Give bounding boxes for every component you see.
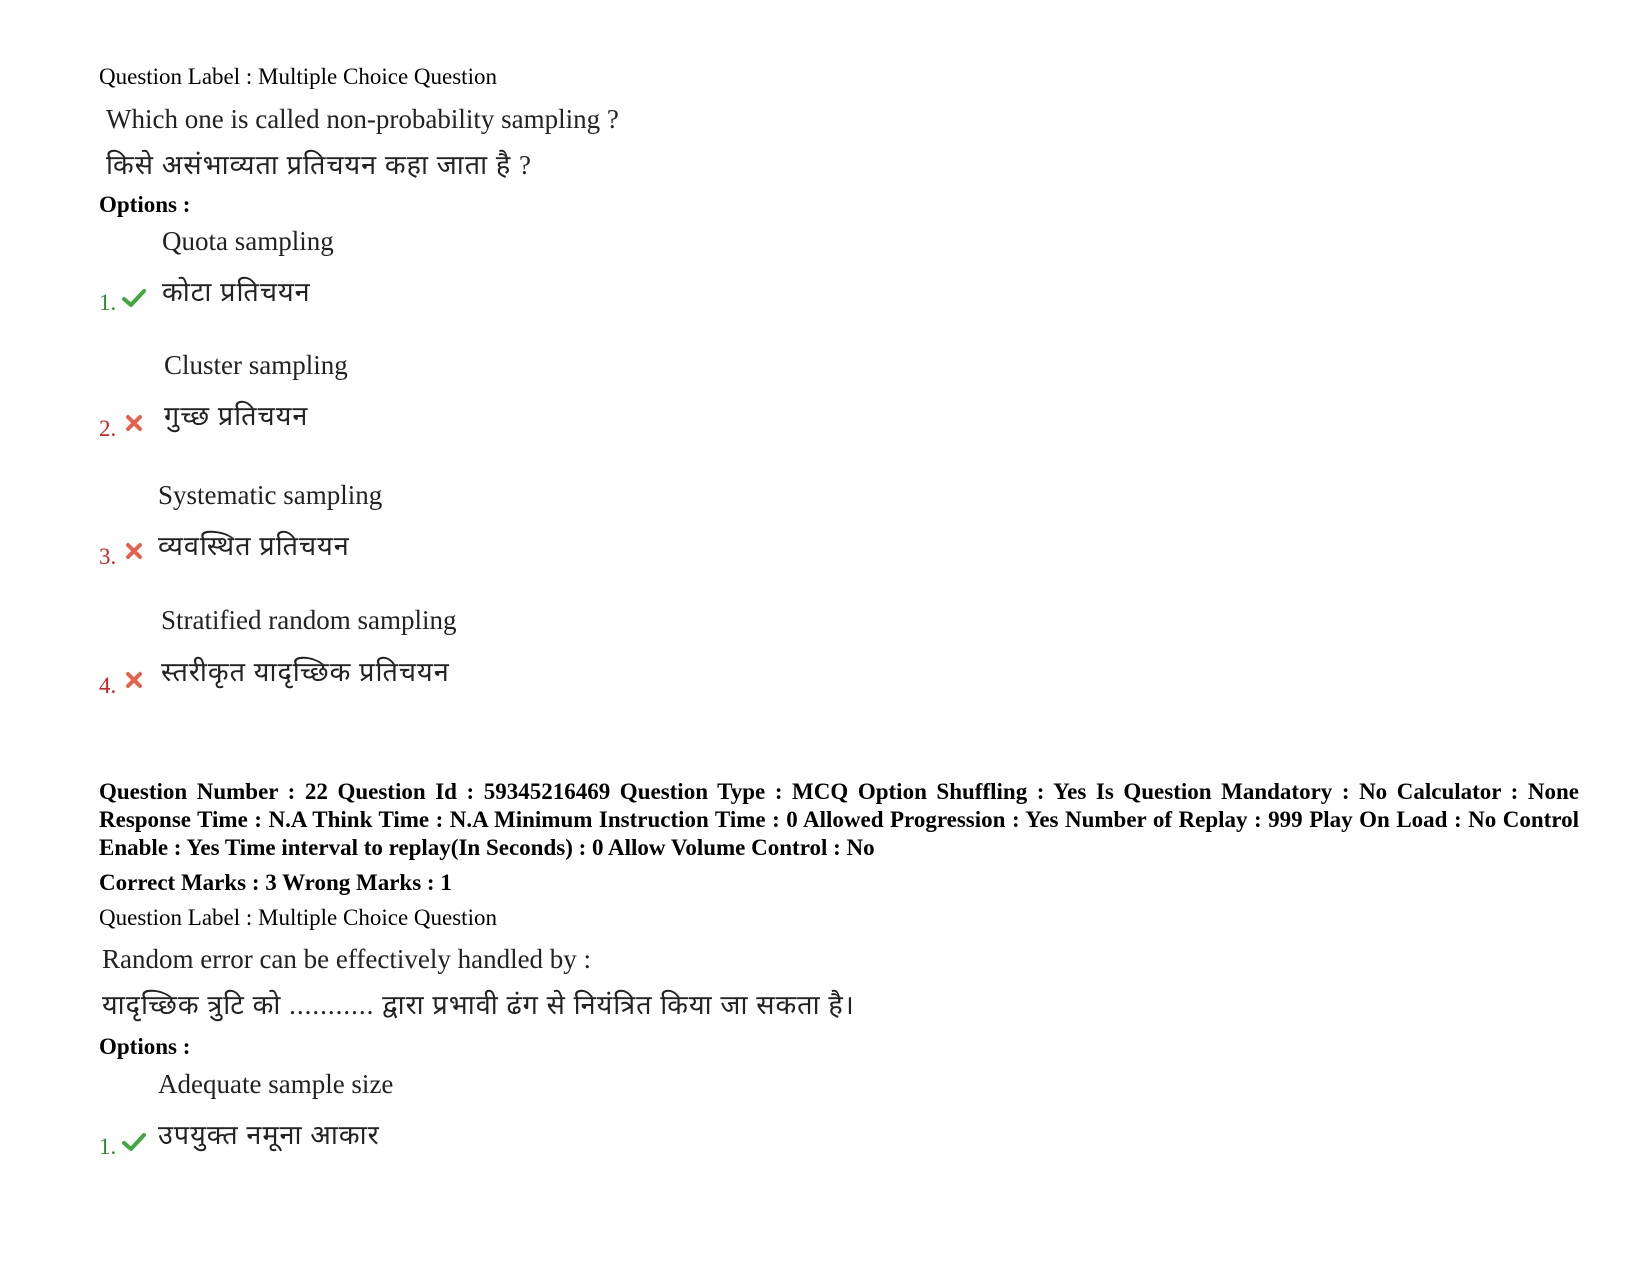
option-text-en: Quota sampling	[162, 226, 334, 256]
option-text-hi: उपयुक्त नमूना आकार	[158, 1120, 380, 1150]
options-heading: Options :	[99, 1034, 191, 1059]
question-text-en: Which one is called non-probability sampling ?	[106, 104, 619, 134]
question-label: Question Label : Multiple Choice Question	[99, 64, 497, 89]
option-number: 4.	[99, 673, 117, 698]
question-text-en: Random error can be effectively handled by :	[102, 944, 592, 974]
check-icon	[122, 1131, 146, 1153]
option-text-hi: गुच्छ प्रतिचयन	[164, 401, 309, 431]
question-label: Question Label : Multiple Choice Question	[99, 905, 497, 930]
option-text-hi: कोटा प्रतिचयन	[162, 277, 311, 307]
option-number: 1.	[99, 1134, 117, 1159]
cross-icon	[124, 541, 144, 561]
option-text-en: Adequate sample size	[158, 1069, 394, 1099]
question-metadata: Question Number : 22 Question Id : 59345216469 Question Type : MCQ Option Shuffling : Yes Is Question Mandatory : No Calculator : None Response Time : N.A Think Time : N.A Minimum Instruction Time : 0 Allowed Progression : Yes Number of Replay : 999 Play On Load : No Control Enable : Yes Time interval to replay(In Seconds) : 0 Allow Volume Control : No	[99, 779, 1579, 860]
question-text-hi: किसे असंभाव्यता प्रतिचयन कहा जाता है ?	[106, 150, 532, 180]
cross-icon	[124, 670, 144, 690]
option-number: 1.	[99, 290, 117, 315]
option-text-en: Stratified random sampling	[161, 605, 457, 635]
question-text-hi: यादृच्छिक त्रुटि को ........... द्वारा प्रभावी ढंग से नियंत्रित किया जा सकता है।	[102, 990, 855, 1020]
cross-icon	[124, 413, 144, 433]
options-heading: Options :	[99, 192, 191, 217]
marks-info: Correct Marks : 3 Wrong Marks : 1	[99, 870, 452, 895]
option-number: 2.	[99, 416, 117, 441]
option-text-hi: व्यवस्थित प्रतिचयन	[158, 531, 350, 561]
option-text-hi: स्तरीकृत यादृच्छिक प्रतिचयन	[161, 657, 450, 687]
option-number: 3.	[99, 544, 117, 569]
option-text-en: Systematic sampling	[158, 480, 383, 510]
option-text-en: Cluster sampling	[164, 350, 348, 380]
check-icon	[122, 287, 146, 309]
